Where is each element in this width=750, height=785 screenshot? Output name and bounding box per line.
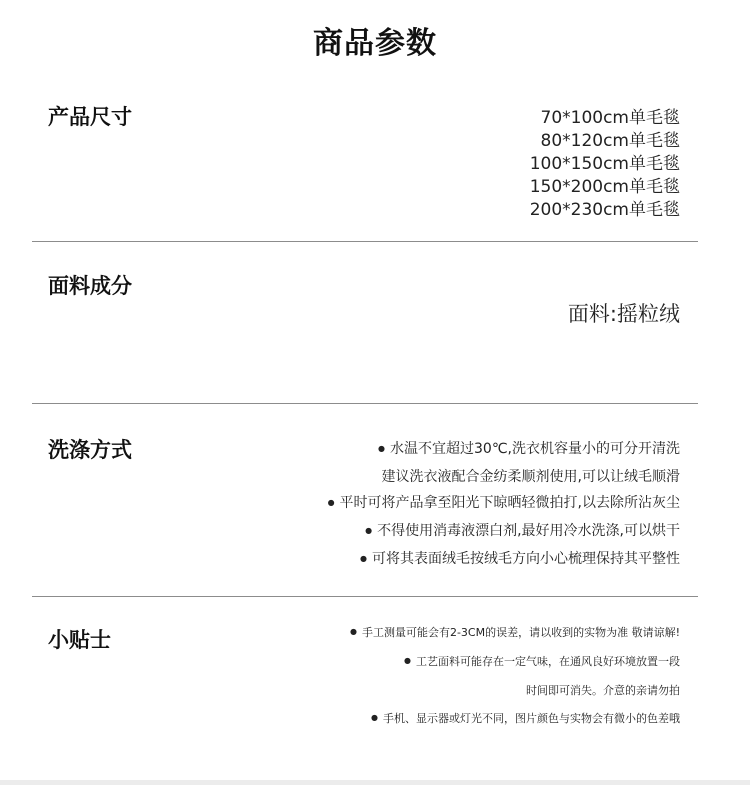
- bullet-icon: [371, 712, 383, 725]
- size-list: [530, 107, 680, 222]
- tips-item-text: 手工测量可能会有2-3CM的误差，请以收到的实物为准 敬请谅解!: [361, 626, 680, 639]
- tips-item-text: 时间即可消失。介意的亲请勿拍: [526, 684, 680, 697]
- washing-item: [328, 546, 680, 574]
- size-section-label: 产品尺寸: [48, 105, 132, 129]
- tips-item-text: 手机、显示器或灯光不同，图片颜色与实物会有微小的色差哦: [383, 712, 680, 725]
- washing-item-text: 不得使用消毒液漂白剂,最好用冷水洗涤,可以烘干: [377, 523, 680, 539]
- washing-item: [328, 436, 680, 464]
- washing-item: [328, 490, 680, 518]
- tips-list: [350, 619, 680, 734]
- tips-item: [350, 677, 680, 705]
- size-item: 100*150cm单毛毯: [529, 154, 680, 174]
- divider-fabric: [32, 403, 698, 404]
- tips-item-text: 工艺面料可能存在一定气味，在通风良好环境放置一段: [416, 655, 680, 668]
- washing-item: [328, 518, 680, 546]
- bullet-icon: [378, 441, 390, 457]
- tips-section-label: 小贴士: [48, 628, 111, 652]
- size-item: 80*120cm单毛毯: [540, 131, 680, 151]
- washing-item-text: 水温不宜超过30℃,洗衣机容量小的可分开清洗: [390, 441, 680, 457]
- divider-washing: [32, 596, 698, 597]
- bullet-icon: [404, 655, 416, 668]
- tips-item: [350, 705, 680, 734]
- size-item: 150*200cm单毛毯: [529, 177, 680, 197]
- divider-size: [32, 241, 698, 242]
- washing-item-text: 建议洗衣液配合金纺柔顺剂使用,可以让绒毛顺滑: [381, 469, 680, 485]
- bullet-icon: [328, 495, 340, 511]
- bullet-icon: [365, 523, 377, 539]
- washing-list: [328, 436, 680, 574]
- washing-item-text: 可将其表面绒毛按绒毛方向小心梳理保持其平整性: [372, 551, 680, 567]
- tips-item: [350, 619, 680, 648]
- bottom-bar: [0, 780, 750, 785]
- fabric-section-label: 面料成分: [48, 274, 132, 298]
- bullet-icon: [360, 551, 372, 567]
- bullet-icon: [350, 626, 362, 639]
- size-item: 200*230cm单毛毯: [529, 200, 680, 220]
- tips-item: [350, 648, 680, 677]
- washing-item: [328, 464, 680, 490]
- washing-item-text: 平时可将产品拿至阳光下晾晒轻微拍打,以去除所沾灰尘: [339, 495, 680, 511]
- size-item: 70*100cm单毛毯: [540, 108, 680, 128]
- fabric-value: 面料:摇粒绒: [567, 302, 680, 326]
- page-title: 商品参数: [313, 26, 437, 61]
- washing-section-label: 洗涤方式: [48, 438, 132, 462]
